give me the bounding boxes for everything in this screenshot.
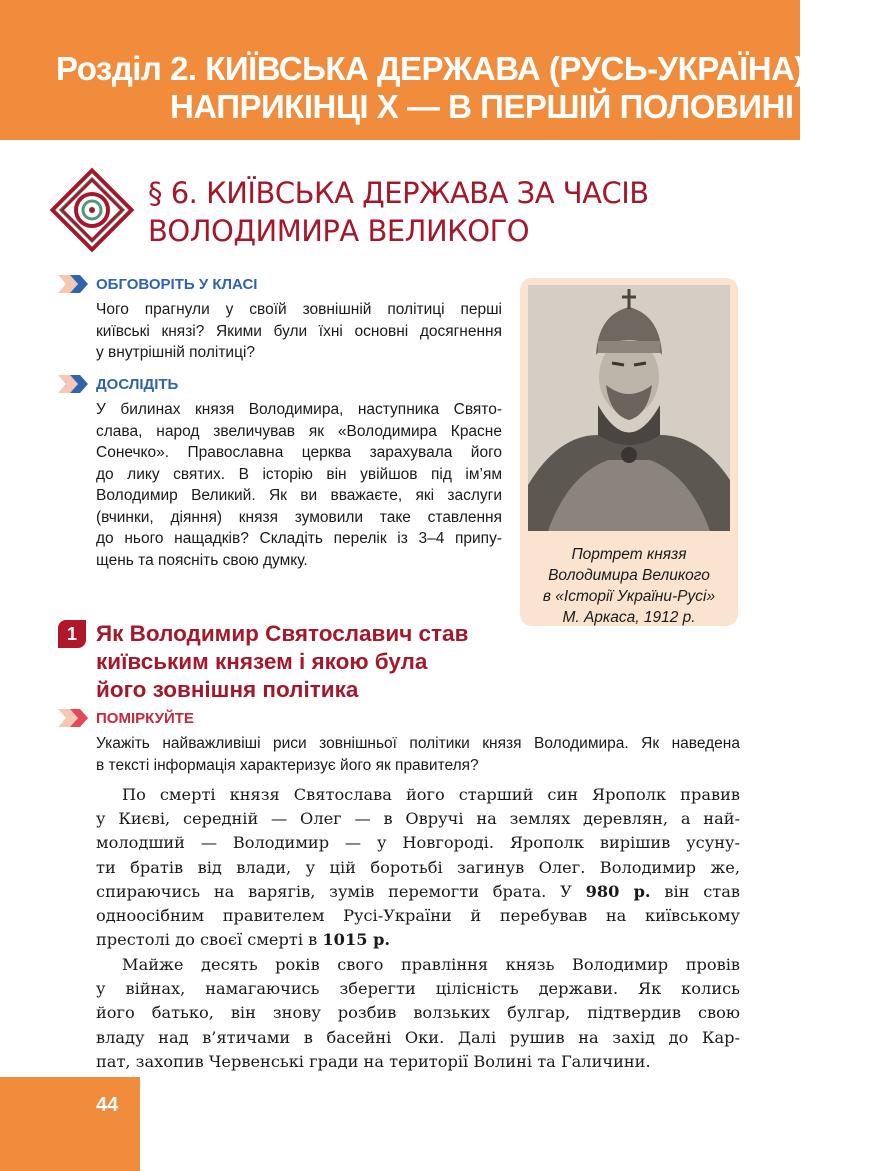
think-text [96, 733, 740, 776]
portrait-caption [520, 544, 738, 628]
body-line [96, 880, 740, 904]
think-line: в тексті інформація характеризує його як правителя? [96, 756, 479, 774]
body-line: По смерті князя Святослава його старший син Ярополк правив [122, 785, 740, 804]
explore-line: до нього нащадків? Складіть перелік із 3–4 припу- [96, 530, 502, 547]
question-number-badge: 1 [58, 620, 86, 648]
body-text-run: спираючись на варягів, зумів перемогти брата. У [96, 881, 572, 901]
year-1015: 1015 р. [322, 930, 391, 950]
body-line: владу над в’ятичами в басейні Оки. Далі рушив на захід до Кар- [96, 1027, 740, 1047]
celtic-knot-ornament-icon [52, 170, 132, 250]
explore-line: слава, народ звеличував як «Володимира Красне [96, 422, 502, 440]
body-line: Майже десять років свого правління князь Володимир провів [122, 955, 740, 974]
body-line: молодший — Володимир — у Новгороді. Ярополк вирішив усуну- [96, 833, 740, 853]
explore-line: щень та поясніть свою думку. [96, 551, 308, 569]
discuss-label: ОБГОВОРІТЬ У КЛАСІ [96, 275, 258, 293]
think-subhead [58, 708, 194, 728]
section-title-line2: ВОЛОДИМИРА ВЕЛИКОГО [148, 214, 530, 248]
discuss-subhead [58, 274, 257, 294]
caption-line: М. Аркаса, 1912 р. [562, 609, 696, 626]
page-number: 44 [96, 1094, 119, 1116]
explore-label: ДОСЛІДІТЬ [96, 375, 179, 393]
discuss-line: київські князі? Якими були їхні основні досягнення [96, 322, 502, 340]
body-line: у війнах, намагаючись зберегти цілісність держави. Як колись [96, 979, 740, 999]
chapter-header [0, 0, 880, 140]
double-chevron-icon [58, 375, 90, 393]
page-number-box [0, 1077, 140, 1171]
explore-subhead [58, 374, 178, 394]
explore-line: Володимир Великий. Як ви вважаєте, які заслуги [96, 487, 502, 504]
year-980: 980 р. [585, 881, 651, 901]
body-line: у Києві, середній — Олег — в Овручі на землях деревлян, а най- [96, 809, 740, 829]
body-text-run: він став [650, 881, 740, 901]
caption-line: Портрет князя [571, 546, 687, 563]
question-title-line: його зовнішня політика [96, 677, 359, 702]
chapter-title-line1: Розділ 2. КИЇВСЬКА ДЕРЖАВА (РУСЬ-УКРАЇНА) [56, 50, 805, 87]
think-label: ПОМІРКУЙТЕ [96, 709, 194, 727]
section-title-line1: § 6. КИЇВСЬКА ДЕРЖАВА ЗА ЧАСІВ [148, 176, 649, 210]
body-line [96, 928, 740, 952]
portrait-image [528, 285, 730, 531]
caption-line: Володимира Великого [548, 567, 710, 584]
discuss-line: Чого прагнули у своїй зовнішній політиці перші [96, 301, 502, 318]
explore-line: Сонечко». Православна церква зарахувала його [96, 444, 502, 461]
body-line: ти братів від влади, у цій боротьбі загинув Олег. Володимир же, [96, 857, 740, 877]
think-line: Укажіть найважливіші риси зовнішньої політики князя Володимира. Як наведена [96, 735, 740, 752]
body-line: пат, захопив Червенські гради на території Волині та Галичини. [96, 1051, 651, 1071]
explore-line: (вчинки, діяння) князя зумовили таке ставлення [96, 508, 502, 526]
discuss-line: у внутрішній політиці? [96, 344, 256, 361]
body-text-run: престолі до своєї смерті в [96, 930, 323, 950]
explore-line: до лику святих. В історію він увійшов під ім’ям [96, 465, 502, 483]
question-title [96, 620, 468, 704]
explore-text [96, 399, 502, 571]
caption-line: в «Історії України-Русі» [542, 588, 716, 605]
body-line: його батько, він знову розбив волзьких булгар, підтвердив свою [96, 1003, 740, 1023]
question-title-line: київським князем і якою була [96, 649, 428, 674]
explore-line: У билинах князя Володимира, наступника Свято- [96, 401, 502, 418]
body-line: одноосібним правителем Русі-України й перебував на київському [96, 906, 740, 926]
double-chevron-icon [58, 709, 90, 727]
chapter-title-line2: НАПРИКІНЦІ Х — В ПЕРШІЙ ПОЛОВИНІ ХІ ст. [170, 88, 880, 125]
double-chevron-icon [58, 275, 90, 293]
discuss-text [96, 299, 502, 364]
body-paragraph-2 [96, 953, 740, 1074]
question-title-line: Як Володимир Святославич став [96, 621, 469, 646]
body-paragraph-1 [96, 783, 740, 952]
